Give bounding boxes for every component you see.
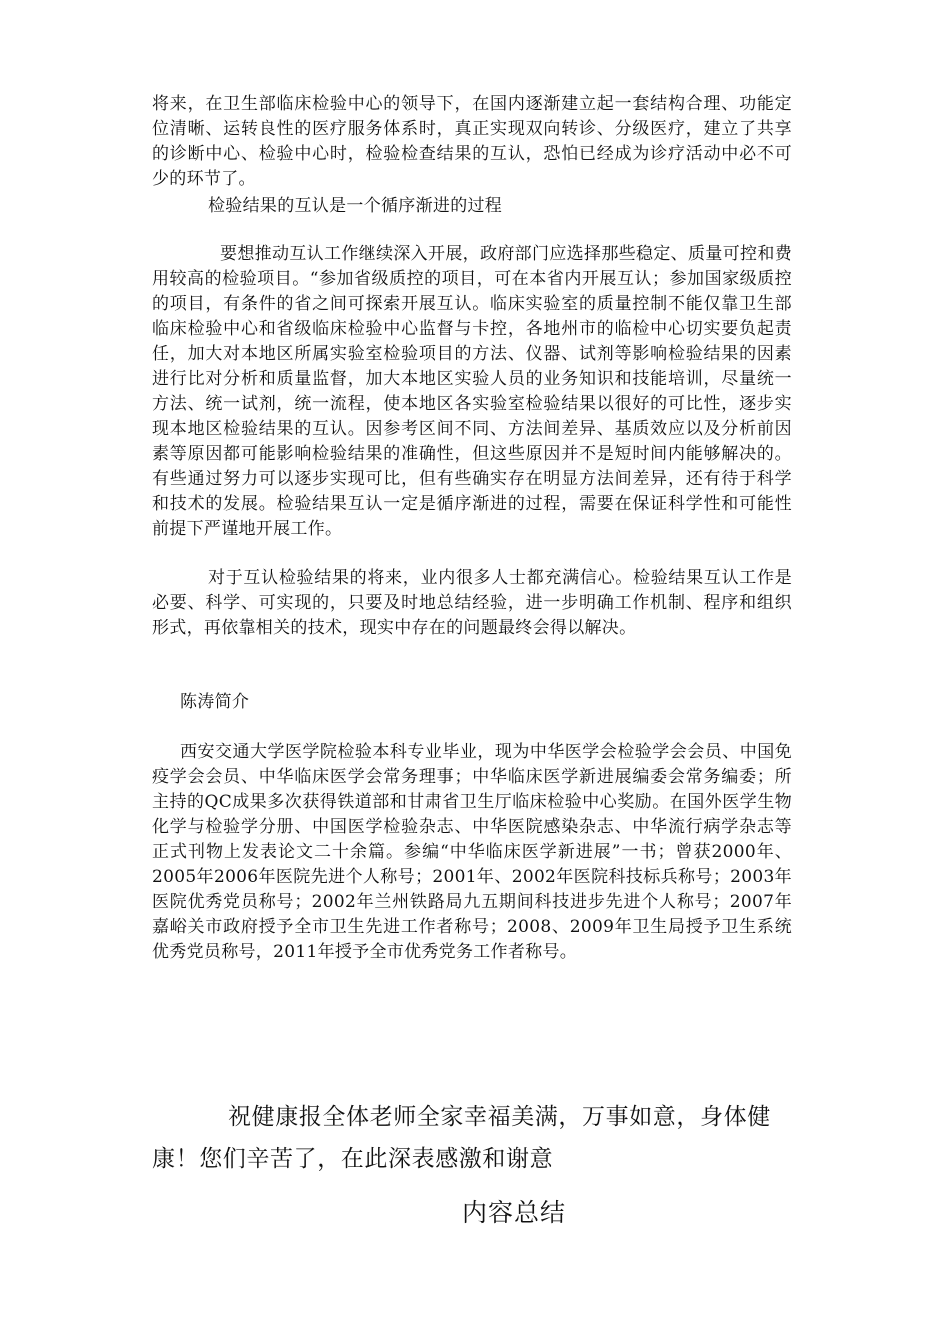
paragraph-confidence: 对于互认检验结果的将来，业内很多人士都充满信心。检验结果互认工作是必要、科学、可实现的，只要及时地总结经验，进一步明确工作机制、程序和组织形式，再依靠相关的技术，现实中存在的问题最终会得以解决。 [152, 568, 792, 638]
summary-heading: 内容总结 [462, 1198, 567, 1227]
paragraph-author-bio: 西安交通大学医学院检验本科专业毕业，现为中华医学会检验学会会员、中国免疫学会会员、中华临床医学会常务理事；中华临床医学新进展编委会常务编委；所主持的QC成果多次获得铁道部和甘肃省卫生厅临床检验中心奖励。在国外医学生物化学与检验学分册、中国医学检验杂志、中华医院感染杂志、中华流行病学杂志等正式刊物上发表论文二十余篇。参编“中华临床医学新进展”一书；曾获2000年、2005年2006年医院先进个人称号；2001年、2002年医院科技标兵称号；2003年医院优秀党员称号；2002年兰州铁路局九五期间科技进步先进个人称号；2007年嘉峪关市政府授予全市卫生先进工作者称号；2008、2009年卫生局授予卫生系统优秀党员称号，2011年授予全市优秀党务工作者称号。 [152, 742, 792, 962]
paragraph-promotion-measures: 要想推动互认工作继续深入开展，政府部门应选择那些稳定、质量可控和费用较高的检验项目。“参加省级质控的项目，可在本省内开展互认；参加国家级质控的项目，有条件的省之间可探索开展互认。临床实验室的质量控制不能仅靠卫生部临床检验中心和省级临床检验中心监督与卡控，各地州市的临检中心切实要负起责任，加大对本地区所属实验室检验项目的方法、仪器、试剂等影响检验结果的因素进行比对分析和质量监督，加大本地区实验人员的业务知识和技能培训，尽量统一方法、统一试剂，统一流程，使本地区各实验室检验结果以很好的可比性，逐步实现本地区检验结果的互认。因参考区间不同、方法间差异、基质效应以及分析前因素等原因都可能影响检验结果的准确性，但这些原因并不是短时间内能够解决的。有些通过努力可以逐步实现可比，但有些确实存在明显方法间差异，还有待于科学和技术的发展。检验结果互认一定是循序渐进的过程，需要在保证科学性和可能性前提下严谨地开展工作。 [152, 244, 792, 539]
paragraph-future-outlook: 将来，在卫生部临床检验中心的领导下，在国内逐渐建立起一套结构合理、功能定位清晰、运转良性的医疗服务体系时，真正实现双向转诊、分级医疗，建立了共享的诊断中心、检验中心时，检验检查结果的互认，恐怕已经成为诊疗活动中必不可少的环节了。 [152, 94, 792, 189]
section-heading-mutual-recognition: 检验结果的互认是一个循序渐进的过程 [208, 196, 503, 216]
section-heading-author-bio: 陈涛简介 [180, 692, 250, 712]
closing-greeting: 祝健康报全体老师全家幸福美满，万事如意，身体健康！您们辛苦了，在此深表感激和谢意 [152, 1104, 771, 1172]
